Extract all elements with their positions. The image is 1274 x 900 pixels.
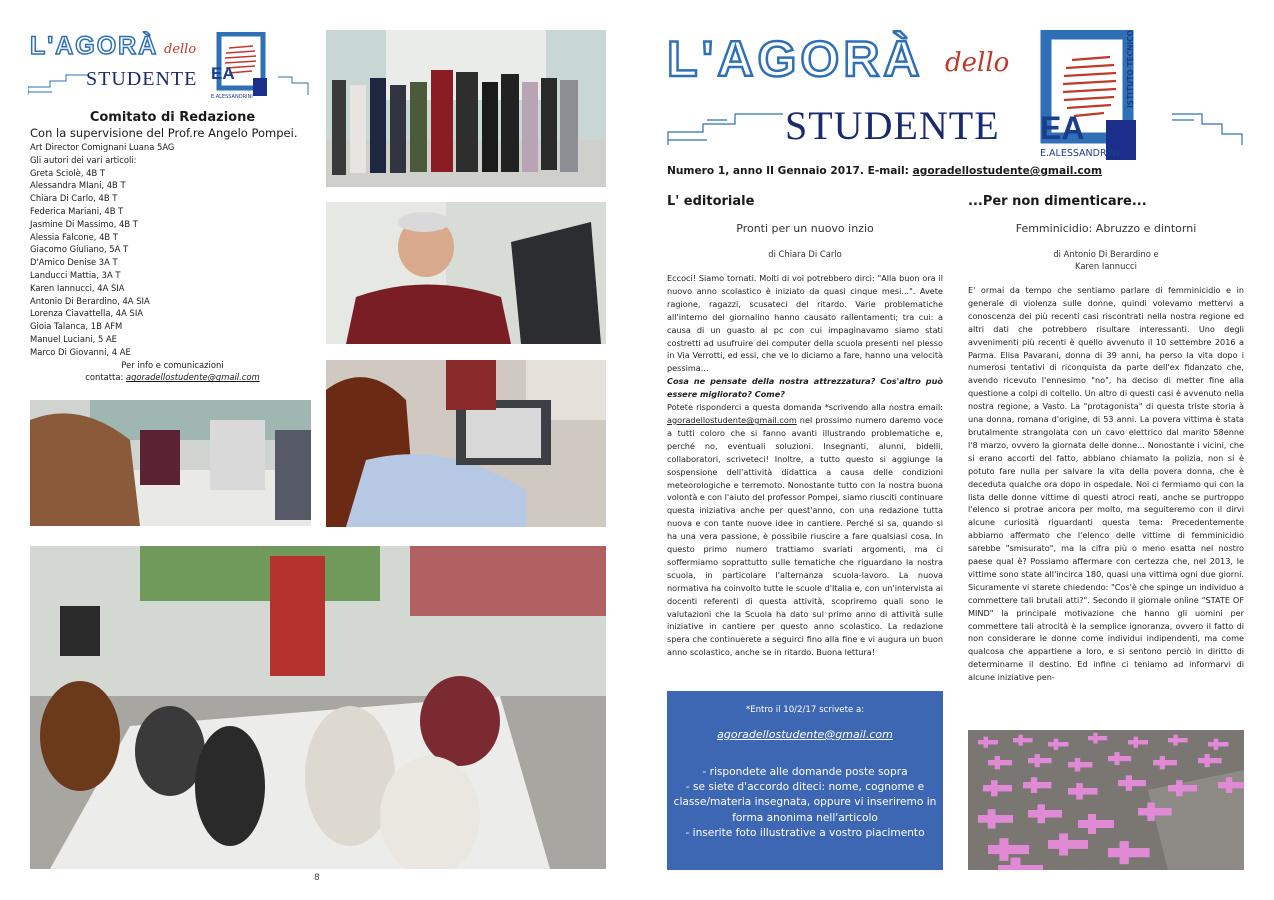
masthead-title-dello: dello <box>164 42 197 57</box>
issue-text: Numero 1, anno II Gennaio 2017. E-mail: <box>667 165 913 177</box>
callout-line: - rispondete alle domande poste sopra <box>702 766 908 778</box>
authors-list <box>30 167 315 359</box>
author-item: Lorenza Ciavattella, 4A SIA <box>30 308 144 319</box>
masthead-title-studente: STUDENTE <box>86 68 198 90</box>
cross-shape <box>984 737 988 748</box>
feature-author-1: di Antonio Di Berardino e <box>1053 249 1159 259</box>
feature-section-heading: ...Per non dimenticare... <box>968 194 1147 209</box>
cross-shape <box>1138 808 1172 815</box>
school-name: E.ALESSANDRINI <box>211 94 253 100</box>
page-number: 8 <box>314 873 320 883</box>
masthead-title-agora: L'AGORÀ <box>30 32 159 60</box>
school-name-large: E.ALESSANDRINI <box>1040 148 1120 159</box>
contact-email-link[interactable]: agoradellostudente@gmail.com <box>125 372 260 383</box>
school-type-vertical: ISTITUTO TECNICO <box>1126 29 1135 108</box>
steps-decoration-right-large <box>1172 110 1244 146</box>
cross-shape <box>988 809 996 828</box>
masthead-logo-small <box>28 32 318 104</box>
callout-instructions <box>667 765 943 841</box>
classroom-photo <box>30 546 606 869</box>
cross-shape <box>1114 752 1119 765</box>
school-initials-large: EA <box>1040 110 1085 146</box>
editorial-title: Pronti per un nuovo inzio <box>736 222 874 235</box>
author-item: Landucci Mattia, 3A T <box>30 269 121 280</box>
editorial-committee <box>30 110 315 384</box>
student-laptop-photo <box>326 360 606 527</box>
cross-shape <box>1198 758 1222 763</box>
steps-decoration-left <box>28 70 90 96</box>
masthead-title-agora-large: L'AGORÀ <box>667 31 924 87</box>
cross-shape <box>1160 756 1165 769</box>
author-item: Greta Sciolè, 4B T <box>30 167 106 178</box>
cross-shape <box>1226 777 1232 793</box>
school-logo-large <box>1004 30 1179 162</box>
cross-shape <box>1168 738 1188 742</box>
cross-shape <box>1205 754 1210 767</box>
cross-shape <box>1214 739 1219 750</box>
author-item: Jasmine Di Massimo, 4B T <box>30 218 138 229</box>
cross-shape <box>1035 754 1040 767</box>
art-director-line: Art Director Comignani Luana 5AG <box>30 142 175 152</box>
author-item: Giacomo Giuliano, 5A T <box>30 244 129 255</box>
feature-author-2: Karen Iannucci <box>1075 261 1137 271</box>
professor-photo <box>326 202 606 344</box>
author-item: Gioia Talanca, 1B AFM <box>30 321 123 332</box>
cross-shape <box>1134 737 1138 748</box>
cross-shape <box>1028 758 1052 763</box>
cross-shape <box>1173 735 1177 746</box>
cross-shape <box>1054 739 1059 750</box>
cross-shape <box>1120 841 1129 864</box>
cross-shape <box>1068 788 1098 795</box>
cross-shape <box>999 838 1008 861</box>
issue-email-link[interactable]: agoradellostudente@gmail.com <box>912 165 1103 177</box>
author-item: Chiara Di Carlo, 4B T <box>30 193 118 204</box>
contact-line <box>30 371 315 384</box>
author-item: Alessandra MIani, 4B T <box>30 180 126 191</box>
contact-label: contatta: <box>85 372 126 383</box>
editorial-body <box>667 272 943 659</box>
author-item: Antonio Di Berardino, 4A SIA <box>30 295 150 306</box>
cross-shape <box>1108 848 1150 857</box>
author-item: Manuel Luciani, 5 AE <box>30 333 117 344</box>
masthead-title-dello-large: dello <box>945 48 1010 78</box>
cross-shape <box>1126 775 1132 791</box>
cross-shape <box>1093 733 1097 744</box>
cross-shape <box>1088 814 1096 834</box>
school-initials: EA <box>211 64 235 83</box>
cross-shape <box>1037 804 1045 823</box>
pink-crosses-photo <box>968 730 1244 870</box>
cross-shape <box>1076 783 1083 799</box>
editorial-para-2-end: nel prossimo numero daremo voce a tutti coloro che si fanno avanti illustrando problematiche e, perché no, eventuali soluzioni. Insegnanti, alunni, bidelli, collaboratori, scriveteci! Inoltre, a tutto questo si aggiunge la sospensione dell'attività didattica a causa delle condizioni meteorologiche e terremoto. Nonostante tutto con la nostra buona volontà e con l'aiuto del professor Pompei, siamo riusciti continuare questa iniziativa anche per quest'anno, con una redazione tutta nuova e con tante nuove idee in cantiere. Perché si sa, quando si ha una vera passione, è possibile riuscire a fare qualsiasi cosa. In questo primo numero trattiamo svariati argomenti, ma ci soffermiamo soprattutto sulle tematiche che riguardano la nostra scuola, in particolare l'alternanza scuola-lavoro. La nuova normativa ha coinvolto tutte le scuole d'Italia e, con un'intervista ai docenti referenti di questa attività, scopriremo quali sono le valutazioni che la Scuola ha dato sul primo anno di attività sulle iniziative in cantiere per questo anno scolastico. La redazione spera che continuerete a seguirci fino alla fine e vi augura un buon anno scolastico, anche se in ritardo. Buona lettura! <box>667 414 943 658</box>
cross-shape <box>1147 802 1154 821</box>
cross-shape <box>1018 735 1022 746</box>
author-item: Karen Iannucci, 4A SIA <box>30 282 125 293</box>
masthead-logo-large <box>667 30 1247 162</box>
cross-shape <box>1031 777 1037 793</box>
editorial-para-1: Eccoci! Siamo tornati. Molti di voi potrebbero dirci: "Alla buon ora il nuovo anno scolastico è iniziato da quasi cinque mesi...". Avete ragione, ragazzi, scusateci del ritardo. Varie problematiche all'interno del giornalino hanno causato rallentamenti; tra cui: a causa di un guasto al pc con cui impaginavamo siamo stati costretti ad usufruire dei computer della scuola presenti nel plesso in Via Verrotti, ed essi, che ve lo diciamo a fare, hanno una velocità pessima... <box>667 273 943 374</box>
callout-deadline: *Entro il 10/2/17 scrivete a: <box>745 705 865 715</box>
feature-column <box>968 194 1244 684</box>
callout-email-link[interactable]: agoradellostudente@gmail.com <box>717 728 893 741</box>
author-item: Marco Di Giovanni, 4 AE <box>30 346 131 357</box>
editorial-author: di Chiara Di Carlo <box>768 249 842 259</box>
cross-shape <box>1011 858 1021 871</box>
author-item: Alessia Falcone, 4B T <box>30 231 118 242</box>
group-photo <box>326 30 606 187</box>
callout-line: - se siete d'accordo diteci: nome, cognome e classe/materia insegnata, oppure vi inseriremo in forma anonima nell'articolo <box>673 781 937 824</box>
supervision-line: Con la supervisione del Prof.re Angelo Pompei. <box>30 126 298 140</box>
callout-box <box>667 691 943 870</box>
feature-body: E' ormai da tempo che sentiamo parlare di femminicidio e in generale di violenza sulle donne, quindi volevamo mettervi a conoscenza dei più recenti casi riscontrati nella nostra regione ed altri dati che potrebbero risultare interessanti. Uno degli avvenimenti più recenti è quello avvenuto il 10 settembre 2016 a Parma. Elisa Pavarani, donna di 39 anni, ha perso la vita dopo i numerosi tentativi di riconquista da parte dell'ex fidanzato che, avendo ricevuto l'ennesimo "no", ha deciso di metter fine alla questione a colpi di coltello. Un altro di questi casi è avvenuto nella nostra regione, a Vasto. La "protagonista" di questa triste storia à una donna, romana d'origine, di 53 anni. La povera vittima è stata brutalmente strangolata con un cavo elettrico dal marito 58enne l'8 marzo, ovvero la giornata delle donne... Nonostante i vicini, che si erano accorti del fatto, abbiano chiamato la polizia, non si è potuto fare nulla per salvare la vita della povera donna, che è deceduta qualche ora dopo in ospedale. Noi ci fermiamo qui con la lista delle donne vittime di questi atroci reati, anche se purtroppo l'elenco si protrae ancora per molto, ma seguiteremo con il dirvi alcune curiosità riguardanti questa tema: Precedentemente abbiamo affermato che l'elenco delle vittime di femminicidio sarebbe "smisurato", ma la cifra più o meno esatta nel nostro paese qual è? Possiamo affermare con certezza che, nel 2013, le vittime sono state all'incirca 180, quasi una vittima ogni due giorni. Sicuramente vi starete chiedendo: "Cos'è che spinge un individuo a commettere tali brutali atti?". Secondo il giornale online "STATE OF MIND" la principale motivazione che hanno gli uomini per commettere tali atrocità è la semplice ignoranza, ovvero il fatto di non considerare le donne come individui indipendenti, ma come qualcosa che appartiene a loro, e si sentono perciò in diritto di determinarne il destino. Ed infine ci teniamo ad informarvi di alcune iniziative pen- <box>968 285 1244 683</box>
masthead-title-studente-large: STUDENTE <box>785 103 1000 148</box>
editorial-section-heading: L' editoriale <box>667 194 755 209</box>
feature-title: Femminicidio: Abruzzo e dintorni <box>1015 222 1197 235</box>
author-item: D'Amico Denise 3A T <box>30 257 118 268</box>
cross-shape <box>1075 758 1080 772</box>
authors-label: Gli autori dei vari articoli: <box>30 154 137 165</box>
cross-shape <box>995 756 1000 769</box>
cross-shape <box>991 780 997 796</box>
callout-line: - inserite foto illustrative a vostro piacimento <box>685 826 925 839</box>
editorial-question: Cosa ne pensate della nostra attrezzatura? Cos'altro può essere migliorato? Come? <box>667 376 943 400</box>
editorial-email-link[interactable]: agoradellostudente@gmail.com <box>667 414 797 425</box>
editorial-para-2-start: Potete risponderci a questa domanda *scrivendo alla nostra email: <box>667 402 943 413</box>
students-table-photo <box>30 400 311 526</box>
cross-shape <box>1059 833 1068 855</box>
steps-decoration-left-large <box>667 110 785 146</box>
editorial-column <box>667 194 943 659</box>
committee-heading: Comitato di Redazione <box>89 110 256 125</box>
info-line: Per info e comunicazioni <box>121 359 224 370</box>
author-item: Federica Mariani, 4B T <box>30 205 124 216</box>
steps-decoration-right <box>278 74 310 96</box>
cross-shape <box>1176 780 1182 796</box>
issue-info <box>667 165 1102 177</box>
